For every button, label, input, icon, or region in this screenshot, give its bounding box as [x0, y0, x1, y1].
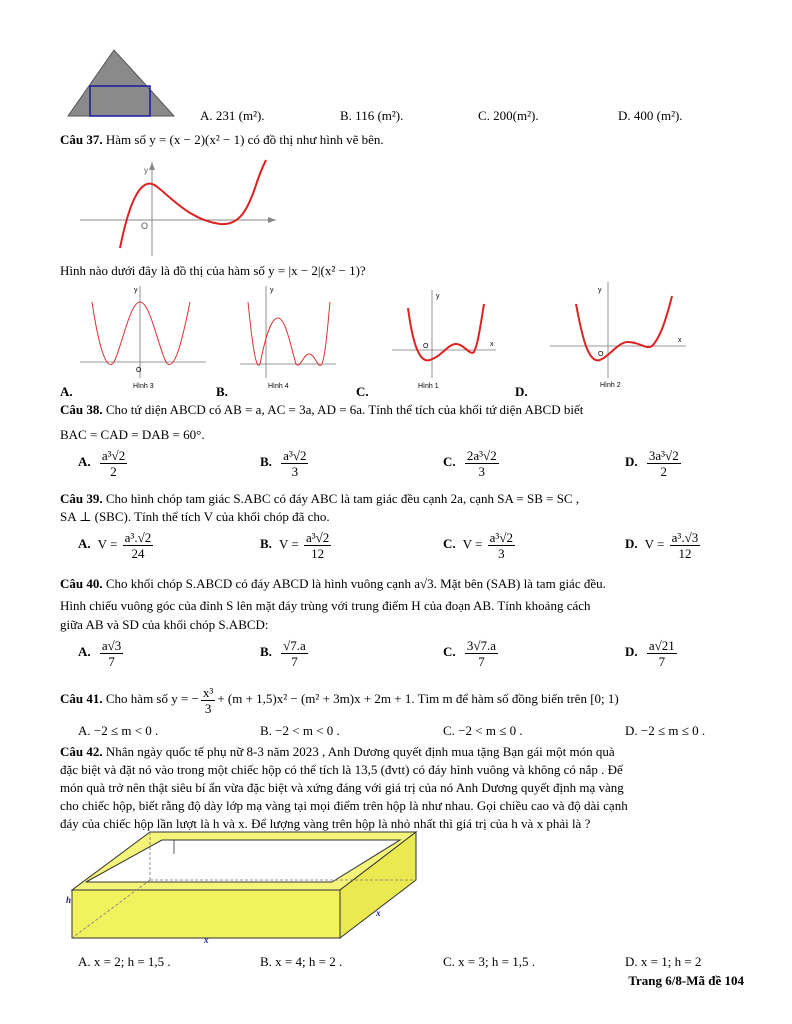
q41-frac-den: 3	[204, 700, 212, 716]
q39-option-a-pre: V =	[97, 536, 118, 552]
q37-graph-a	[78, 282, 208, 380]
q42-box-x-label-bottom: x	[204, 935, 209, 945]
q40-line3: giữa AB và SD của khối chóp S.ABCD:	[60, 617, 269, 632]
q41-post: + (m + 1,5)x² − (m² + 3m)x + 2m + 1. Tìm m để hàm số đồng biến trên [0; 1)	[217, 691, 619, 706]
q37-stem: Hàm số y = (x − 2)(x² − 1) có đồ thị như hình vẽ bên.	[105, 132, 384, 147]
q37-option-c[interactable]: C.	[356, 384, 369, 399]
q40-option-a-den: 7	[108, 654, 115, 669]
q37-label: Câu 37.	[60, 132, 103, 147]
q37	[60, 131, 384, 148]
q38-option-c[interactable]	[443, 448, 501, 479]
svg-text:O: O	[423, 343, 429, 350]
q39-option-c[interactable]	[443, 530, 517, 561]
q37-graph-c	[390, 288, 500, 380]
q40-option-a[interactable]	[78, 638, 125, 669]
q38-option-a[interactable]	[78, 448, 129, 479]
q41-option-c[interactable]: C. −2 < m ≤ 0 .	[443, 723, 523, 738]
q40-option-d-letter: D.	[625, 644, 638, 660]
q40-option-b[interactable]	[260, 638, 310, 669]
svg-text:O: O	[598, 351, 604, 358]
q40-option-c-den: 7	[478, 654, 485, 669]
q39-line2: SA ⊥ (SBC). Tính thể tích V của khối chóp đã cho.	[60, 509, 330, 524]
q39	[60, 490, 579, 507]
q42-box-h-label: h	[66, 895, 72, 905]
q40-line1: Cho khối chóp S.ABCD có đáy ABCD là hình vuông cạnh a√3. Mặt bên (SAB) là tam giác đều.	[105, 576, 606, 591]
q36-option-a[interactable]: A. 231 (m²).	[200, 108, 265, 123]
q41	[60, 682, 619, 716]
svg-text:y: y	[134, 287, 138, 294]
svg-text:x: x	[678, 337, 682, 344]
q42-box-figure	[70, 830, 420, 942]
q41-pre: Cho hàm số y = −	[105, 691, 199, 706]
q39-option-b-den: 12	[311, 546, 325, 561]
q40-option-c[interactable]	[443, 638, 500, 669]
q39-option-d-pre: V =	[644, 536, 665, 552]
q38-option-c-den: 3	[478, 464, 486, 479]
q39-option-b-pre: V =	[278, 536, 299, 552]
q42-text1: Nhân ngày quốc tế phụ nữ 8-3 năm 2023 , Anh Dương quyết định mua tặng Bạn gái một món quà	[105, 744, 615, 759]
q40-option-b-letter: B.	[260, 644, 272, 660]
q42-line1	[60, 743, 615, 760]
q38-option-d-num: 3a³√2	[648, 448, 679, 463]
q42-line5: đáy của chiếc hộp lần lượt là h và x. Để lượng vàng trên hộp là nhỏ nhất thì giá trị của h và x phải là ?	[60, 816, 591, 831]
q40-option-a-num: a√3	[101, 638, 122, 653]
q39-option-b-num: a³√2	[305, 530, 330, 545]
q38-option-b-den: 3	[291, 464, 299, 479]
svg-text:y: y	[270, 287, 274, 294]
q40-option-c-num: 3√7.a	[466, 638, 497, 653]
svg-text:x: x	[490, 341, 494, 348]
q38-option-b-letter: B.	[260, 454, 272, 470]
q39-option-d-letter: D.	[625, 536, 638, 552]
q40-option-a-letter: A.	[78, 644, 91, 660]
q42-box-x-label-right: x	[376, 908, 381, 918]
q40-option-d-num: a√21	[648, 638, 675, 653]
q38-option-c-num: 2a³√2	[466, 448, 497, 463]
q39-option-b[interactable]	[260, 530, 333, 561]
q38-option-c-letter: C.	[443, 454, 456, 470]
q37-graph-a-caption: Hình 3	[133, 383, 154, 390]
q38-option-b[interactable]	[260, 448, 310, 479]
q37-main-graph	[80, 158, 280, 258]
q36-option-d[interactable]: D. 400 (m²).	[618, 108, 683, 123]
q39-option-d[interactable]	[625, 530, 702, 561]
q38-option-a-den: 2	[110, 464, 117, 479]
q38-option-b-num: a³√2	[283, 448, 307, 463]
q36-option-c[interactable]: C. 200(m²).	[478, 108, 539, 123]
q42-line4: cho chiếc hộp, biết rằng độ dày lớp mạ vàng tại mọi điểm trên hộp là như nhau. Gọi chiều cao và độ dài cạnh	[60, 798, 628, 813]
q37-question: Hình nào dưới đây là đồ thị của hàm số y = |x − 2|(x² − 1)?	[60, 263, 366, 278]
q38-line1: Cho tứ diện ABCD có AB = a, AC = 3a, AD = 6a. Tính thể tích của khối tứ diện ABCD biết	[105, 402, 584, 417]
q37-graph-d	[548, 280, 688, 380]
q41-frac-num: x³	[202, 684, 214, 700]
q37-graph-b-caption: Hình 4	[268, 383, 289, 390]
q41-option-a[interactable]: A. −2 ≤ m < 0 .	[78, 723, 159, 738]
q38-line2: BAC = CAD = DAB = 60°.	[60, 427, 205, 442]
q42-label: Câu 42.	[60, 744, 103, 759]
q41-option-d[interactable]: D. −2 ≤ m ≤ 0 .	[625, 723, 706, 738]
q39-option-a[interactable]	[78, 530, 155, 561]
q37-axis-y: y	[144, 166, 148, 175]
q38	[60, 401, 583, 418]
q39-label: Câu 39.	[60, 491, 103, 506]
q37-graph-d-caption: Hình 2	[600, 382, 621, 389]
q40-option-c-letter: C.	[443, 644, 456, 660]
q42-line3: món quà trở nên thật siêu bí ẩn vừa đặc biệt và xứng đáng với giá trị của nó Anh Dương quyết định mạ vàng	[60, 780, 624, 795]
q36-option-b[interactable]: B. 116 (m²).	[340, 108, 404, 123]
q37-option-d[interactable]: D.	[515, 384, 528, 399]
q42-option-c[interactable]: C. x = 3; h = 1,5 .	[443, 954, 535, 969]
q37-graph-c-caption: Hình 1	[418, 383, 439, 390]
q42-option-b[interactable]: B. x = 4; h = 2 .	[260, 954, 343, 969]
svg-text:y: y	[436, 293, 440, 300]
q40-option-d[interactable]	[625, 638, 679, 669]
q38-option-a-letter: A.	[78, 454, 91, 470]
q37-option-a[interactable]: A.	[60, 384, 73, 399]
q39-option-c-letter: C.	[443, 536, 456, 552]
q37-graph-b	[238, 282, 338, 380]
q37-option-b[interactable]: B.	[216, 384, 228, 399]
q39-option-a-den: 24	[131, 546, 145, 561]
q41-label: Câu 41.	[60, 691, 103, 706]
q39-option-c-den: 3	[498, 546, 505, 561]
q39-option-a-letter: A.	[78, 536, 91, 552]
q40-option-b-den: 7	[291, 654, 298, 669]
q39-option-a-num: a³.√2	[124, 530, 152, 545]
svg-text:y: y	[598, 287, 602, 294]
q42-line2: đặc biệt và đặt nó vào trong một chiếc hộp có thể tích là 13,5 (đvtt) có đáy hình vuông và không có nắp . Để	[60, 762, 623, 777]
q38-label: Câu 38.	[60, 402, 103, 417]
svg-text:O: O	[136, 367, 142, 374]
page-footer: Trang 6/8-Mã đề 104	[628, 973, 744, 988]
q38-option-a-num: a³√2	[101, 448, 126, 463]
q42-option-d[interactable]: D. x = 1; h = 2	[625, 954, 702, 969]
q40-option-d-den: 7	[658, 654, 666, 669]
q39-option-d-num: a³.√3	[671, 530, 699, 545]
q39-option-c-pre: V =	[462, 536, 483, 552]
triangle-figure	[66, 48, 176, 120]
q40-line2: Hình chiếu vuông góc của đỉnh S lên mặt đáy trùng với trung điểm H của đoạn AB. Tính khoảng cách	[60, 598, 591, 613]
q40-option-b-num: √7.a	[283, 638, 306, 653]
q38-option-d-letter: D.	[625, 454, 638, 470]
q41-option-b[interactable]: B. −2 < m < 0 .	[260, 723, 340, 738]
q38-option-d-den: 2	[660, 464, 668, 479]
q42-option-a[interactable]: A. x = 2; h = 1,5 .	[78, 954, 171, 969]
q39-option-d-den: 12	[678, 546, 692, 561]
q39-line1: Cho hình chóp tam giác S.ABC có đáy ABC là tam giác đều cạnh 2a, cạnh SA = SB = SC ,	[105, 491, 580, 506]
q40	[60, 575, 606, 592]
q37-axis-o: O	[141, 221, 149, 231]
q40-label: Câu 40.	[60, 576, 103, 591]
q39-option-c-num: a³√2	[489, 530, 513, 545]
q39-option-b-letter: B.	[260, 536, 272, 552]
q38-option-d[interactable]	[625, 448, 683, 479]
